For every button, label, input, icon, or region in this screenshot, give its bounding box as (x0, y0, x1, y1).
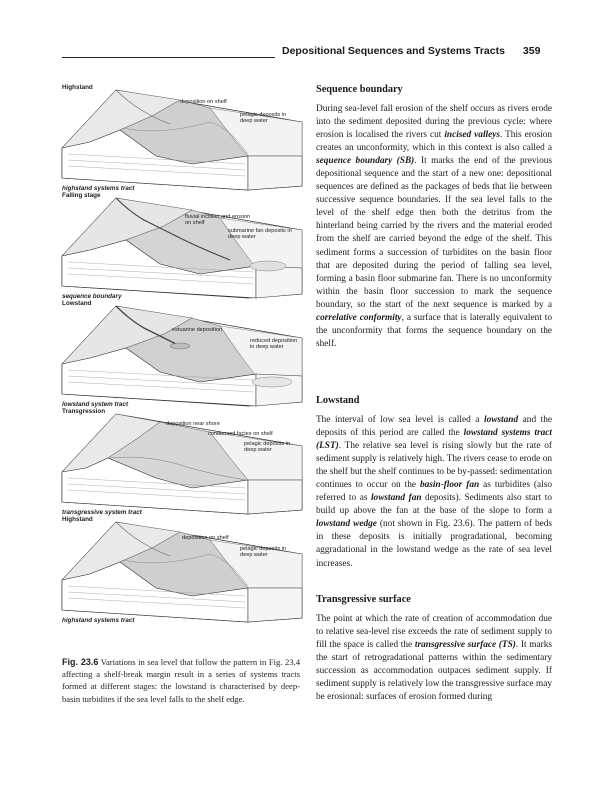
stage-title: Lowstand (62, 300, 92, 307)
tract-label: highstand systems tract (62, 617, 135, 624)
annotation: condensed facies on shelf (208, 431, 273, 437)
block-diagram-lowstand (60, 300, 304, 408)
paragraph: The interval of low sea level is called a lowstand and the deposits of this period are called the lowstand systems tract (LST). The relative sea level is rising slowly but the rate of sediment supply is relatively high. The rivers cease to erode on the shelf but the shelf continues to be by-passed: sedimentation continues to occur on the basin-floor fan as turbidites (also referred to as lowstand fan deposits). Sediments also start to build up above the fan at the base of the slope to form a lowstand wedge (not shown in Fig. 23.6). The pattern of beds in these deposits is initially progradational, becoming aggradational in the lowstand wedge as the rate of sea level increases. (316, 415, 552, 569)
annotation: reduced deposition in deep water (250, 338, 298, 351)
annotation: deposition on shelf (180, 99, 227, 105)
annotation: fluvial incision and erosion on shelf (185, 214, 251, 227)
stage-title: Falling stage (62, 192, 101, 199)
stage-title: Transgression (62, 408, 106, 415)
section-heading: Lowstand (316, 395, 360, 406)
section-sequence-boundary (316, 84, 552, 351)
page-number: 359 (522, 45, 541, 57)
term-correlative-conformity: correlative conformity (316, 312, 402, 323)
term-lowstand: lowstand (484, 415, 519, 425)
term-lowstand-wedge: lowstand wedge (316, 519, 377, 530)
annotation: pelagic deposits in deep water (240, 112, 287, 125)
block-diagram-falling-stage (60, 192, 304, 300)
section-lowstand (316, 395, 552, 571)
stage-title: Highstand (62, 516, 93, 523)
figure-23-6 (60, 84, 304, 624)
section-heading: Sequence boundary (316, 84, 403, 95)
panel-transgression (60, 408, 304, 516)
panel-falling-stage (60, 192, 304, 300)
annotation: deposition near shore (166, 421, 220, 427)
term-lowstand-fan: lowstand fan (370, 493, 422, 504)
figure-label: Fig. 23.6 (62, 657, 99, 667)
term-sequence-boundary: sequence boundary (SB) (316, 156, 415, 167)
annotation: submarine fan deposits in deep water (228, 228, 292, 241)
panel-highstand-2 (60, 516, 304, 624)
panel-lowstand (60, 300, 304, 408)
term-lowstand-systems-tract: lowstand systems tract (LST) (316, 428, 552, 452)
tract-label: lowstand system tract (62, 401, 129, 408)
section-heading: Transgressive surface (316, 594, 411, 605)
tract-label: sequence boundary (62, 293, 122, 300)
stage-title: Highstand (62, 84, 93, 91)
tract-label: transgressive system tract (62, 509, 142, 516)
paragraph: During sea-level fall erosion of the shelf occurs as rivers erode into the sediment deposited during the previous cycle: where erosion is localised the rivers cut incised valleys. This erosion creates an unconformity, which in this context is also called a sequence boundary (SB). It marks the end of the previous depositional sequence and the start of a new one: depositional sequences are defined as the packages of beds that lie between successive sequence boundaries. If the sea level falls to the level of the shelf edge then both the detritus from the hinterland being carried by the rivers and the material eroded from the shelf are carried beyond the edge of the shelf. This sediment forms a succession of turbidites on the basin floor that are deposited during the period of falling sea level, forming a basin floor submarine fan. There is no unconformity within the basin floor succession to mark the sequence boundary, so the start of the next sequence is marked by a correlative conformity, a surface that is laterally equivalent to the unconformity that forms the sequence boundary on the shelf. (316, 104, 553, 349)
header-rule (62, 57, 275, 58)
panel-highstand-1 (60, 84, 304, 192)
term-transgressive-surface: transgressive surface (TS) (414, 640, 516, 651)
paragraph: The point at which the rate of creation of accommodation due to relative sea-level rise exceeds the rate of sediment supply to fill the space is called the transgressive surface (TS). It marks the start of retrogradational patterns within the sedimentary succession as accommodation outpaces sediment supply. If sediment supply is relatively low the transgressive surface may be erosional: surfaces of erosion formed during (316, 614, 553, 703)
section-transgressive-surface (316, 594, 552, 704)
caption-text: Variations in sea level that follow the pattern in Fig. 23.4 affecting a shelf-break margin result in a series of systems tracts formed at different stages: the lowstand is characterised by deep-basin turbidites if the sea level falls to the shelf edge. (62, 657, 300, 704)
figure-caption (62, 656, 300, 705)
annotation: pelagic deposits in deep water (244, 441, 291, 454)
block-diagram-highstand-2 (60, 516, 304, 624)
term-basin-floor-fan: basin-floor fan (419, 480, 480, 491)
running-head (282, 45, 540, 57)
running-title: Depositional Sequences and Systems Tracts (282, 45, 505, 57)
annotation: pelagic deposits in deep water (240, 546, 287, 559)
term-incised-valleys: incised valleys (444, 130, 500, 141)
annotation: estuarine deposition (172, 327, 223, 333)
annotation: deposition on shelf (182, 535, 229, 541)
tract-label: highstand systems tract (62, 185, 135, 192)
